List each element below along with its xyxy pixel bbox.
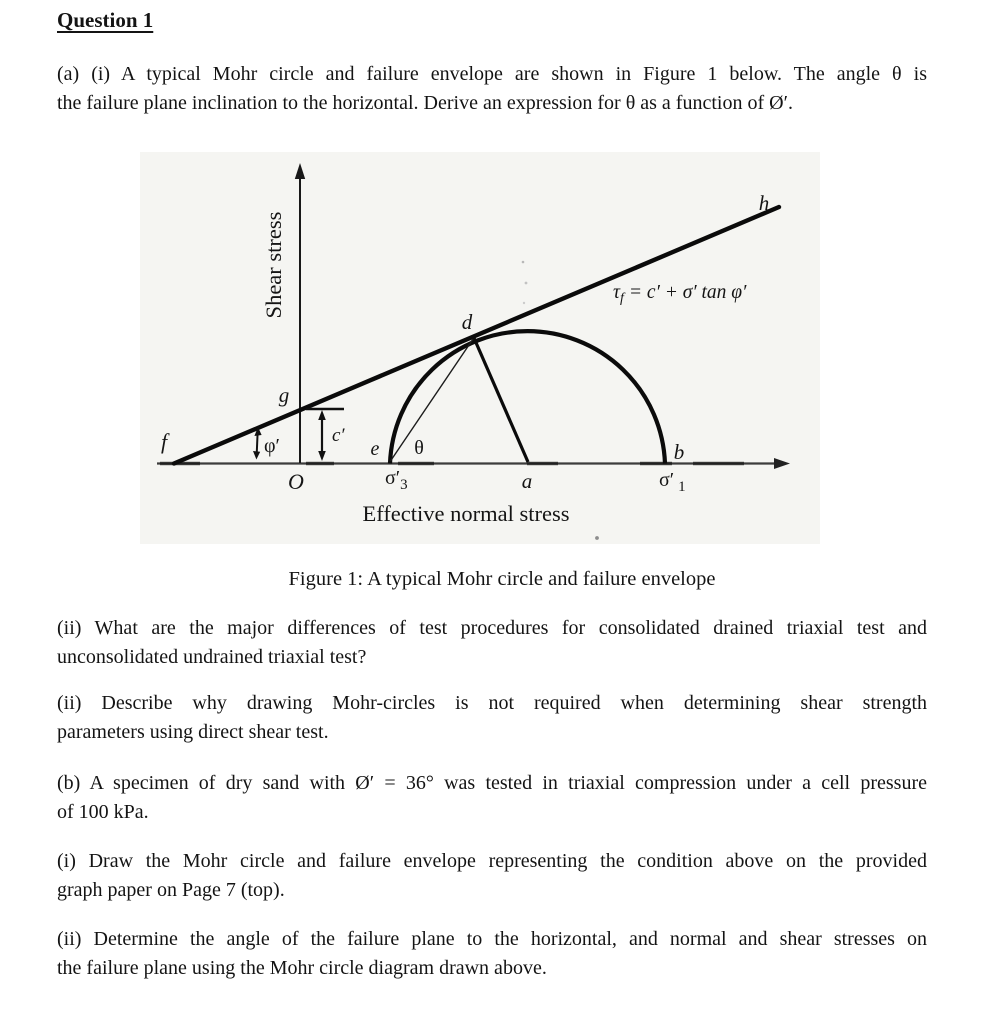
paragraph-line: (ii) Describe why drawing Mohr-circles is not required when determining shear strength — [57, 692, 927, 714]
paragraph-line: the failure plane using the Mohr circle diagram drawn above. — [57, 957, 547, 979]
figure-caption: Figure 1: A typical Mohr circle and failure envelope — [288, 568, 716, 590]
label-c-prime: c′ — [332, 425, 345, 446]
x-axis-label: Effective normal stress — [362, 501, 570, 526]
paragraph-line: graph paper on Page 7 (top). — [57, 879, 285, 901]
paragraph-b — [57, 769, 927, 827]
paragraph-line: the failure plane inclination to the horizontal. Derive an expression for θ as a function of Ø′. — [57, 92, 793, 114]
label-e: e — [370, 438, 380, 460]
equation-tau: τ — [613, 282, 620, 303]
mohr-circle-figure — [130, 148, 820, 550]
sigma1-base: σ′ — [659, 469, 675, 491]
paragraph-line: (i) Draw the Mohr circle and failure envelope representing the condition above on the provided — [57, 850, 927, 872]
label-origin: O — [288, 469, 304, 494]
sigma1-subscript: 1 — [678, 479, 686, 495]
paragraph-a-i — [57, 60, 927, 118]
paragraph-a-ii-triaxial — [57, 614, 927, 672]
label-theta: θ — [414, 437, 424, 459]
paragraph-b-ii — [57, 925, 927, 983]
y-axis-label: Shear stress — [261, 211, 286, 319]
paragraph-line: (ii) What are the major differences of test procedures for consolidated drained triaxial test and — [57, 617, 927, 639]
paragraph-line: (ii) Determine the angle of the failure plane to the horizontal, and normal and shear stresses on — [57, 928, 927, 950]
page-title: Question 1 — [57, 8, 154, 32]
sigma3-subscript: 3 — [400, 477, 408, 493]
paragraph-line: (b) A specimen of dry sand with Ø′ = 36° was tested in triaxial compression under a cell pressure — [57, 772, 927, 794]
sigma3-base: σ′ — [385, 467, 401, 489]
equation-rest: = c′ + σ′ tan φ′ — [628, 282, 747, 303]
envelope-equation — [613, 282, 747, 306]
paragraph-line: parameters using direct shear test. — [57, 721, 329, 743]
label-d: d — [461, 310, 473, 334]
paragraph-a-ii-direct-shear — [57, 689, 927, 747]
paragraph-line: (a) (i) A typical Mohr circle and failure envelope are shown in Figure 1 below. The angle θ is — [57, 63, 927, 85]
label-f: f — [160, 429, 168, 454]
equation-tau-subscript: f — [619, 291, 624, 306]
label-a: a — [521, 469, 533, 493]
label-phi: φ′ — [264, 435, 280, 457]
paragraph-b-i — [57, 847, 927, 905]
label-g: g — [278, 383, 290, 407]
label-b: b — [673, 440, 685, 464]
paragraph-line: unconsolidated undrained triaxial test? — [57, 646, 367, 668]
paragraph-line: of 100 kPa. — [57, 801, 149, 823]
label-h: h — [758, 191, 770, 215]
